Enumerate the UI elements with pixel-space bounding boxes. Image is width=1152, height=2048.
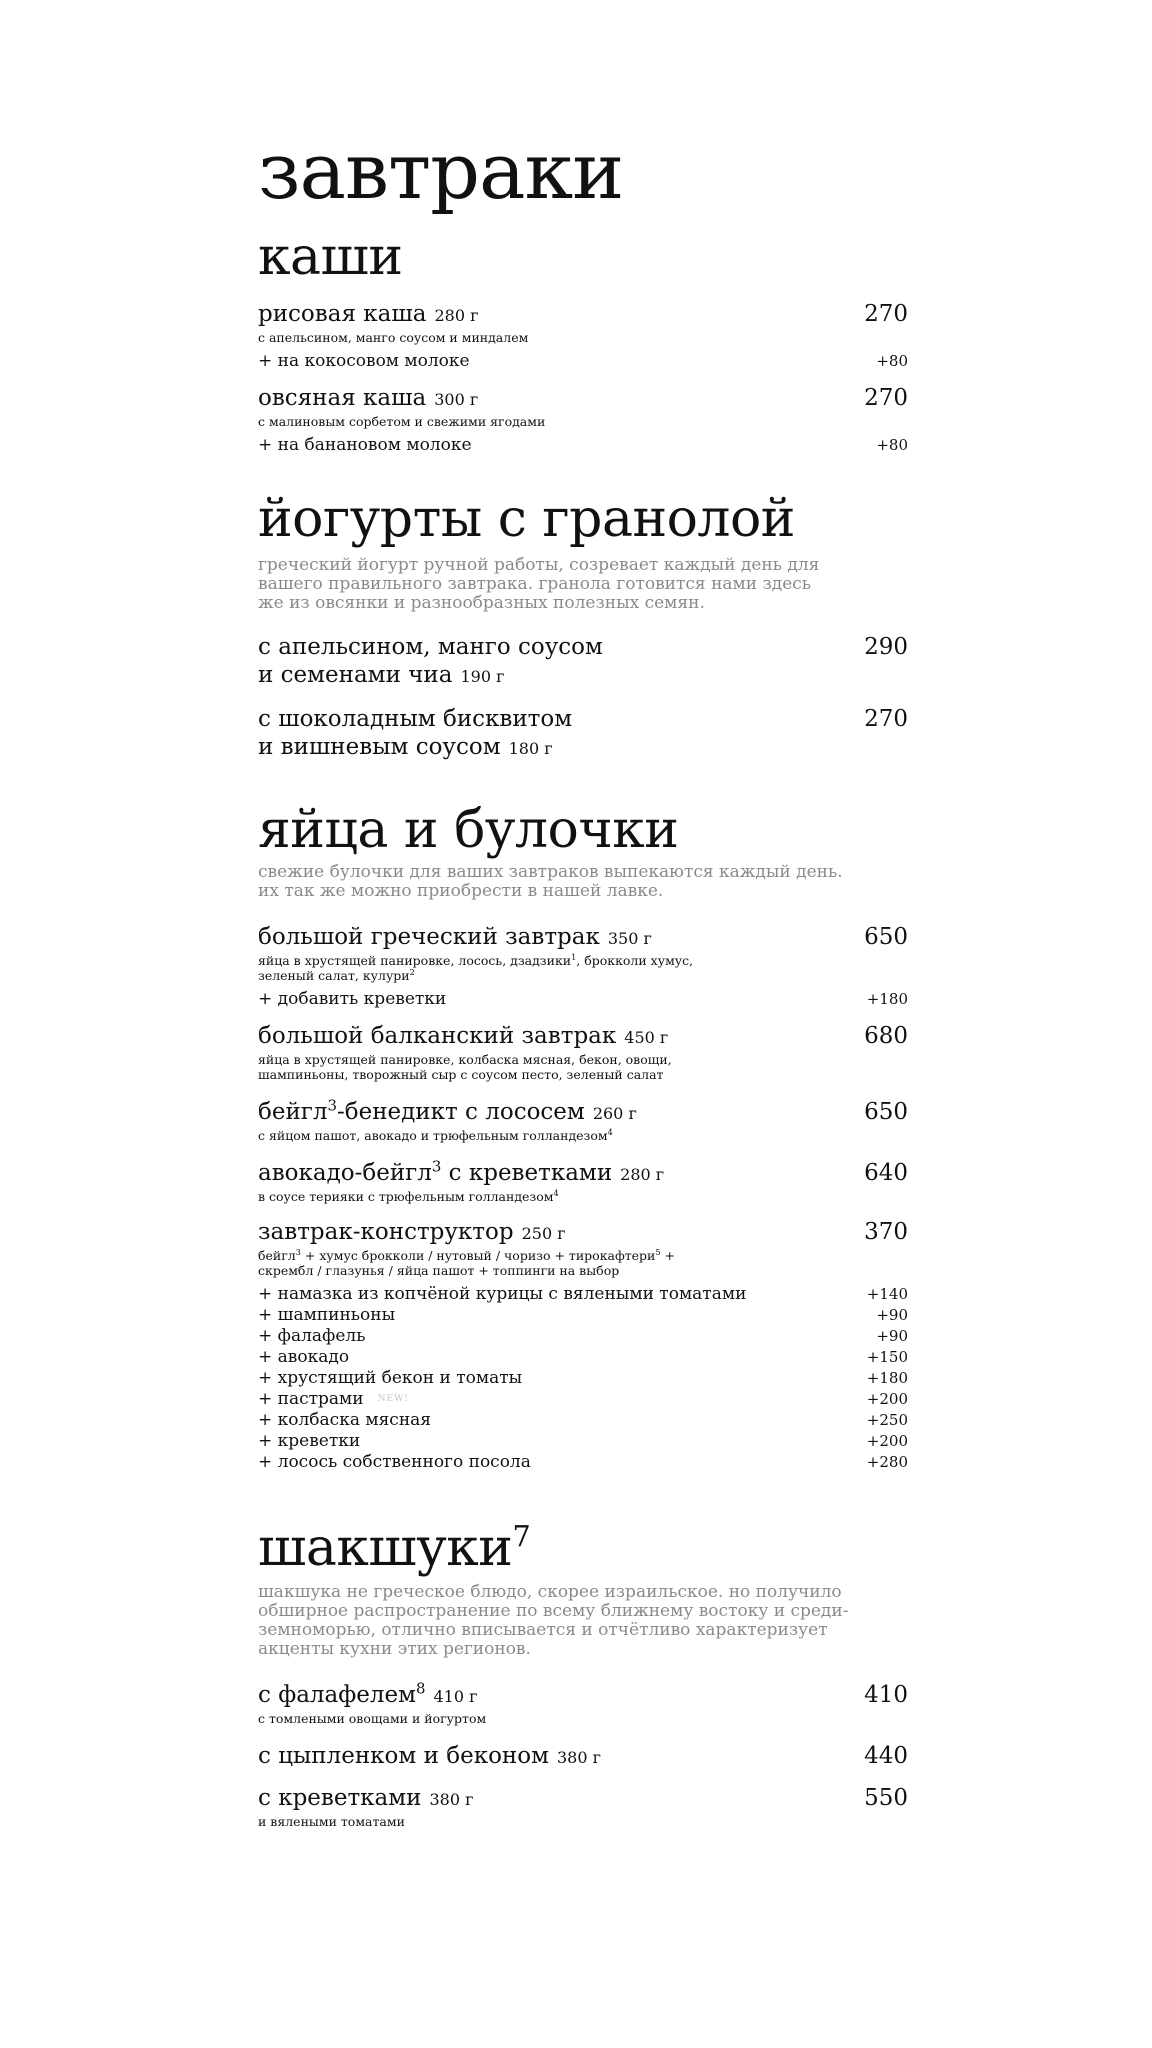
item-description: с малиновым сорбетом и свежими ягодами [258, 414, 546, 429]
item-price: 270 [864, 301, 908, 327]
section-heading: яйца и булочки [258, 800, 679, 860]
section-heading: каши [258, 227, 403, 287]
menu-item-avocado-bagel [258, 1159, 908, 1204]
menu-item-balkan-breakfast [258, 1022, 908, 1082]
item-description: шампиньоны, творожный сыр с соусом песто, зеленый салат [258, 1067, 664, 1082]
item-price: 290 [864, 634, 908, 660]
item-description: зеленый салат, кулури$^2$ [258, 966, 415, 983]
toppings-list [258, 1284, 908, 1473]
addon-label: + на кокосовом молоке [258, 351, 470, 371]
item-name: с апельсином, манго соусом [258, 634, 603, 660]
item-weight: 300 г [434, 390, 479, 409]
item-weight: 350 г [607, 929, 652, 948]
item-name: овсяная каша [258, 385, 427, 411]
item-weight: 450 г [624, 1028, 669, 1047]
section-description-line: шакшука не греческое блюдо, скорее израильское. но получило [258, 1582, 842, 1602]
item-price: 270 [864, 706, 908, 732]
section-description-line: земноморью, отлично вписывается и отчётливо характеризует [258, 1620, 828, 1640]
item-weight: 280 г [434, 306, 479, 325]
section-description-line: вашего правильного завтрака. гранола готовится нами здесь [258, 574, 812, 594]
item-price: 680 [864, 1023, 908, 1049]
section-description-line: акценты кухни этих регионов. [258, 1639, 531, 1659]
item-price: 650 [864, 1099, 908, 1125]
item-description: скрембл / глазунья / яйца пашот + топпинги на выбор [258, 1263, 620, 1278]
item-description: яйца в хрустящей панировке, колбаска мясная, бекон, овощи, [258, 1052, 672, 1067]
item-description: с апельсином, манго соусом и миндалем [258, 330, 529, 345]
item-name: с креветками [258, 1785, 422, 1811]
item-price: 410 [864, 1682, 908, 1708]
menu-item-shakshuka-falafel [258, 1681, 908, 1726]
item-price: 650 [864, 924, 908, 950]
item-name: авокадо-бейгл$^3$ с креветками 280 г [258, 1157, 665, 1186]
list-item: + намазка из копчёной курицы с вялеными томатами +140 [258, 1284, 908, 1304]
item-name-line2: и вишневым соусом [258, 734, 501, 760]
section-shakshuka [258, 1517, 908, 1829]
item-weight: 260 г [592, 1104, 637, 1123]
item-name: большой греческий завтрак [258, 924, 600, 950]
item-price: 370 [864, 1219, 908, 1245]
item-weight: 380 г [556, 1748, 601, 1767]
item-description: и вялеными томатами [258, 1814, 405, 1829]
item-name: с шоколадным бисквитом [258, 706, 573, 732]
menu-item-shakshuka-chicken [258, 1742, 908, 1772]
item-name: завтрак-конструктор [258, 1219, 514, 1245]
item-description: яйца в хрустящей панировке, лосось, дзадзики$^1$, брокколи хумус, [258, 951, 694, 968]
item-price: 640 [864, 1160, 908, 1186]
section-description-line: же из овсянки и разнообразных полезных семян. [258, 593, 705, 613]
item-description: с яйцом пашот, авокадо и трюфельным голландезом$^4$ [258, 1126, 613, 1143]
section-description-line: свежие булочки для ваших завтраков выпекаются каждый день. [258, 862, 843, 882]
section-description-line: обширное распространение по всему ближнему востоку и среди- [258, 1601, 849, 1621]
item-weight: 380 г [429, 1790, 474, 1809]
list-item: + хрустящий бекон и томаты +180 [258, 1368, 908, 1388]
item-weight: 180 г [508, 739, 553, 758]
menu-item-bagel-benedict [258, 1098, 908, 1143]
list-item: + авокадо +150 [258, 1347, 908, 1367]
item-description: с томлеными овощами и йогуртом [258, 1711, 487, 1726]
section-heading: шакшуки$^7$ [258, 1518, 531, 1578]
addon-price: +80 [876, 436, 908, 454]
item-name: большой балканский завтрак [258, 1023, 617, 1049]
menu-item-oat-porridge [258, 384, 908, 456]
menu-item-rice-porridge [258, 300, 908, 372]
item-price: 270 [864, 385, 908, 411]
list-item: + фалафель +90 [258, 1326, 908, 1346]
menu-item-yogurt-chocolate [258, 705, 908, 763]
addon-label: + добавить креветки [258, 989, 447, 1009]
item-name: с цыпленком и беконом [258, 1743, 549, 1769]
item-name: с фалафелем$^8$ 410 г [258, 1679, 478, 1708]
section-eggs [258, 799, 908, 1473]
menu-item-yogurt-orange [258, 633, 908, 691]
menu-page [258, 120, 908, 1829]
section-description-line: греческий йогурт ручной работы, созревает каждый день для [258, 555, 820, 575]
menu-item-shakshuka-shrimp [258, 1784, 908, 1829]
list-item: + шампиньоны +90 [258, 1305, 908, 1325]
item-price: 550 [864, 1785, 908, 1811]
item-price: 440 [864, 1743, 908, 1769]
section-heading: йогурты с гранолой [258, 489, 795, 549]
item-weight: 190 г [460, 667, 505, 686]
item-weight: 280 г [620, 1165, 665, 1184]
menu-item-greek-breakfast [258, 923, 908, 1010]
page-title: завтраки [258, 127, 624, 217]
item-name-line2: и семенами чиа [258, 662, 453, 688]
section-kashi [258, 226, 908, 456]
item-description: в соусе терияки с трюфельным голландезом$^4$ [258, 1187, 559, 1204]
section-yogurts [258, 488, 908, 763]
new-badge: NEW! [377, 1394, 409, 1404]
item-name: рисовая каша [258, 301, 427, 327]
list-item: + пастрами NEW! +200 [258, 1389, 908, 1409]
item-weight: 410 г [433, 1687, 478, 1706]
addon-price: +180 [866, 990, 908, 1008]
addon-price: +80 [876, 352, 908, 370]
list-item: + лосось собственного посола +280 [258, 1452, 908, 1472]
list-item: + креветки +200 [258, 1431, 908, 1451]
addon-label: + на банановом молоке [258, 435, 472, 455]
item-name: бейгл$^3$-бенедикт с лососем 260 г [258, 1096, 637, 1125]
item-description: бейгл$^3$ + хумус брокколи / нутовый / чоризо + тирокафтери$^5$ + [258, 1246, 676, 1263]
menu-item-breakfast-constructor [258, 1218, 908, 1473]
section-description-line: их так же можно приобрести в нашей лавке. [258, 881, 664, 901]
list-item: + колбаска мясная +250 [258, 1410, 908, 1430]
item-weight: 250 г [521, 1224, 566, 1243]
